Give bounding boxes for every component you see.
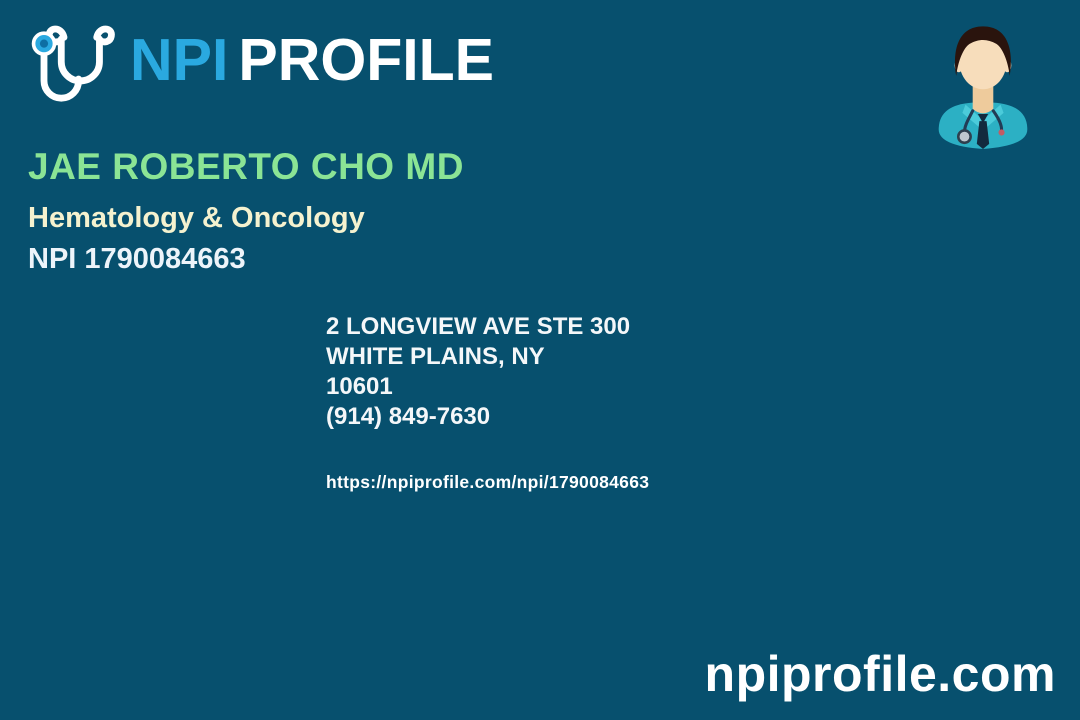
address-block [326,312,630,432]
logo-text [130,26,495,93]
address-line-zip: 10601 [326,373,393,400]
address-line-street: 2 LONGVIEW AVE STE 300 [326,313,631,340]
phone-number: (914) 849-7630 [326,403,491,430]
profile-url-link[interactable]: https://npiprofile.com/npi/1790084663 [326,472,650,492]
doctor-avatar-icon [931,14,1035,150]
doctor-name: JAE ROBERTO CHO MD [28,146,464,187]
address-line-city-state: WHITE PLAINS, NY [326,343,545,370]
npi-number: NPI 1790084663 [28,243,246,275]
stethoscope-icon [24,14,124,106]
logo-text-npi: NPI [130,26,229,93]
doctor-specialty: Hematology & Oncology [28,202,365,234]
footer-brand: npiprofile.com [704,646,1056,702]
logo-text-profile: PROFILE [238,26,495,93]
logo [24,14,494,106]
